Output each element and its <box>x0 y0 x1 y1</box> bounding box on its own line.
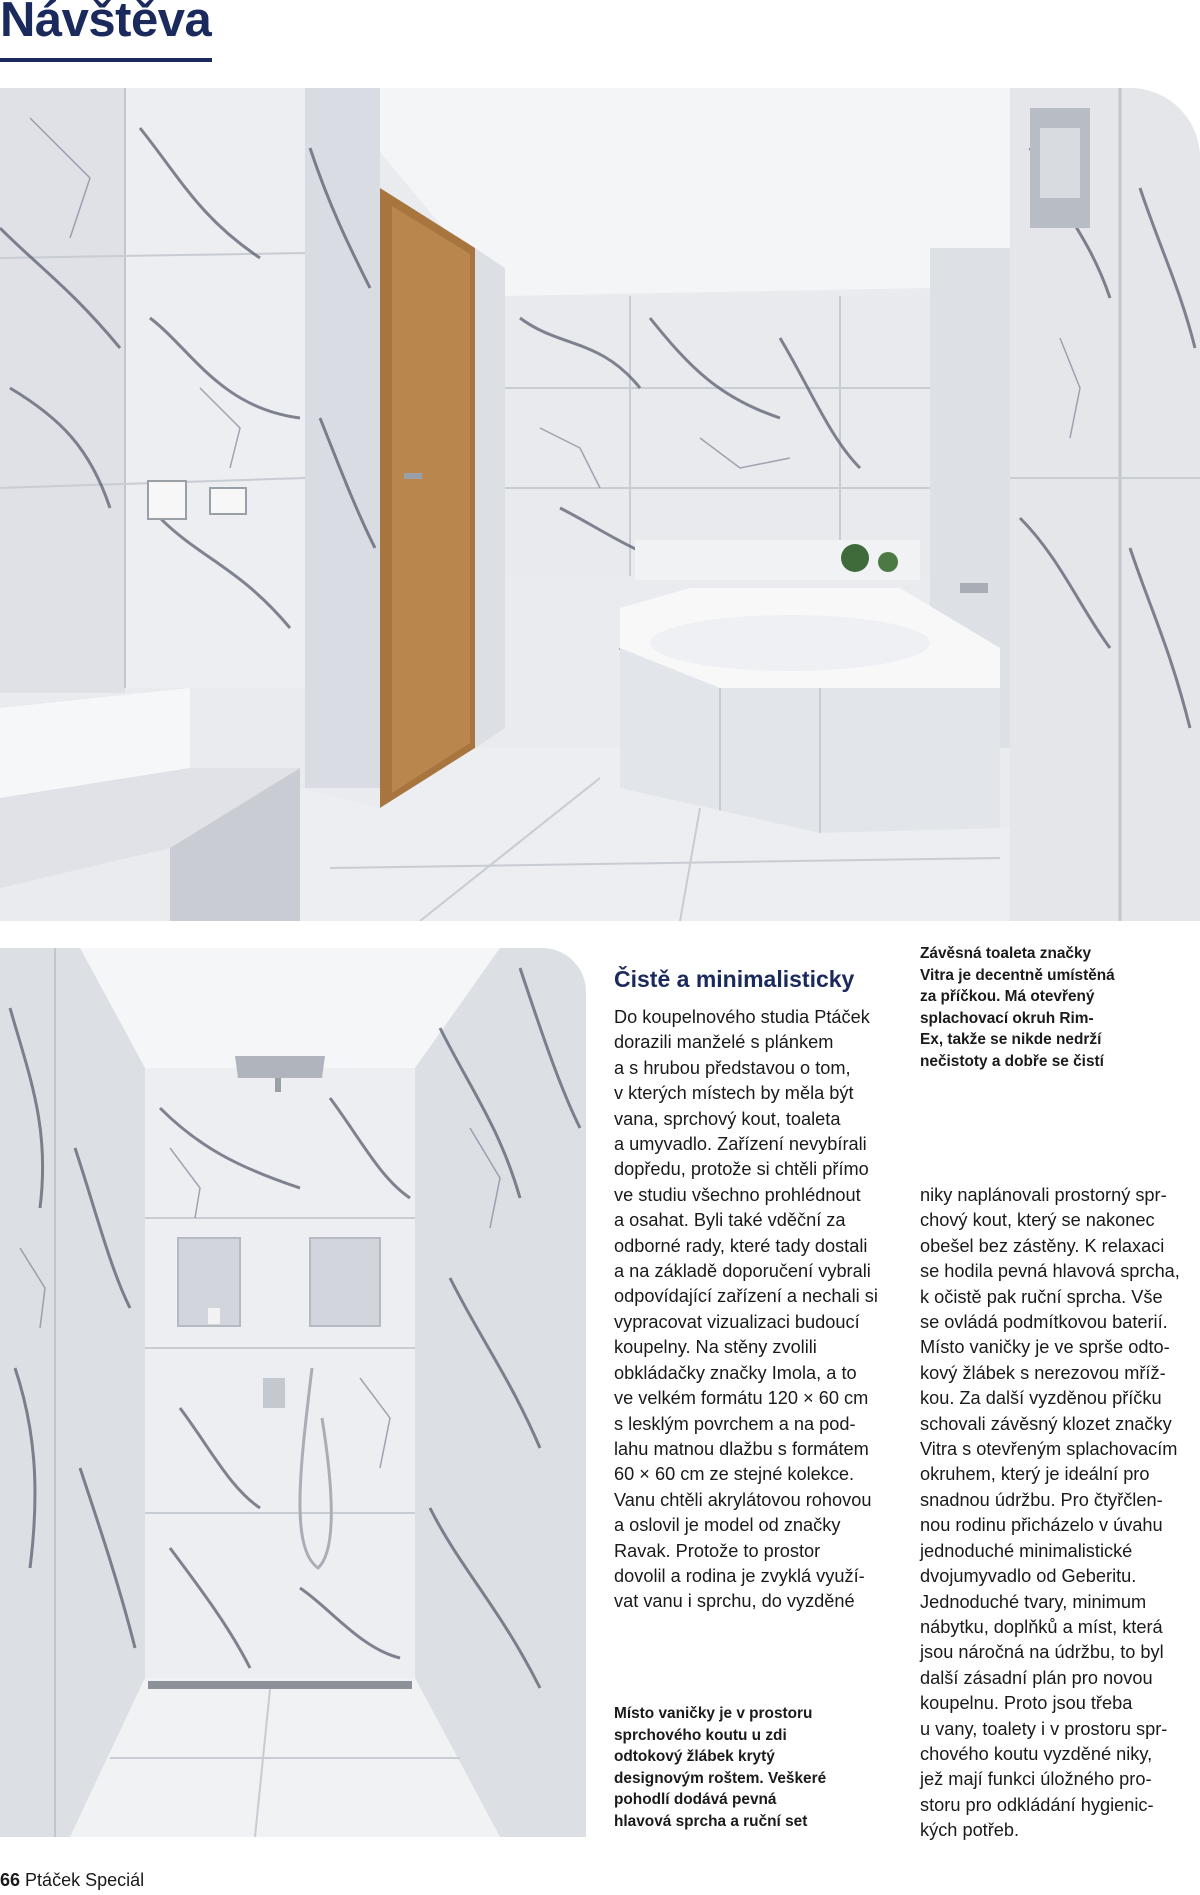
article-column-right <box>920 1183 1200 1844</box>
publication-name: Ptáček Speciál <box>25 1870 145 1890</box>
photo-bathroom <box>0 88 1200 921</box>
title-rule <box>0 58 212 62</box>
article-text-left: Do koupelnového studia Ptáček dorazili manželé s plánkem a s hrubou představou o tom, v kterých místech by měla být vana, sprchový kout, toaleta a umyvadlo. Zařízení nevybírali dopředu, protože si chtěli přímo ve studiu všechno prohlédnout a osahat. Byli také vděční za odborné rady, které tady dostali a na základě doporučení vybrali odpovídající zařízení a nechali si vypracovat vizualizaci budoucí koupelny. Na stěny zvolili obkládačky značky Imola, a to ve velkém formátu 120 × 60 cm s lesklým povrchem a na pod- lahu matnou dlažbu s formátem 60 × 60 cm ze stejné kolekce. Vanu chtěli akrylátovou rohovou a oslovil je model od značky Ravak. Protože to prostor dovolil a rodina je zvyklá využí- vat vanu i sprchu, do vyzděné <box>614 1007 878 1612</box>
article-heading: Čistě a minimalisticky <box>614 966 855 992</box>
page-number: 66 <box>0 1870 21 1890</box>
section-title: Návštěva <box>0 0 212 47</box>
article-text-right: niky naplánovali prostorný spr- chový kout, který se nakonec obešel bez zástěny. K relaxaci se hodila pevná hlavová sprcha, k očistě pak ruční sprcha. Vše se ovládá podmítkovou baterií. Místo vaničky je ve sprše odto- kový žlábek s nerezovou mříž- kou. Za další vyzděnou příčku schovali závěsný klozet značky Vitra s otevřeným splachovacím okruhem, který je ideální pro snadnou údržbu. Pro čtyřčlen- nou rodinu přicházelo v úvahu jednoduché minimalistické dvojumyvadlo od Geberitu. Jednoduché tvary, minimum nábytku, doplňků a míst, která jsou náročná na údržbu, to byl další zásadní plán pro novou koupelnu. Proto jsou třeba u vany, toalety i v prostoru spr- chového koutu vyzděné niky, jež mají funkci úložného pro- storu pro odkládání hygienic- kých potřeb. <box>920 1185 1180 1841</box>
page-footer <box>0 1870 144 1891</box>
photo-shower-icon <box>0 948 586 1837</box>
article-column-left <box>614 1005 906 1615</box>
caption-shower: Místo vaničky je v prostoru sprchového koutu u zdi odtokový žlábek krytý designovým roštem. Veškeré pohodlí dodává pevná hlavová sprcha a ruční set <box>614 1705 827 1830</box>
photo-bathroom-icon <box>0 88 1200 921</box>
caption-toilet: Závěsná toaleta značky Vitra je decentně umístěná za příčkou. Má otevřený splachovací okruh Rim- Ex, takže se nikde nedrží nečistoty a dobře se čistí <box>920 945 1115 1070</box>
photo-shower <box>0 948 586 1837</box>
